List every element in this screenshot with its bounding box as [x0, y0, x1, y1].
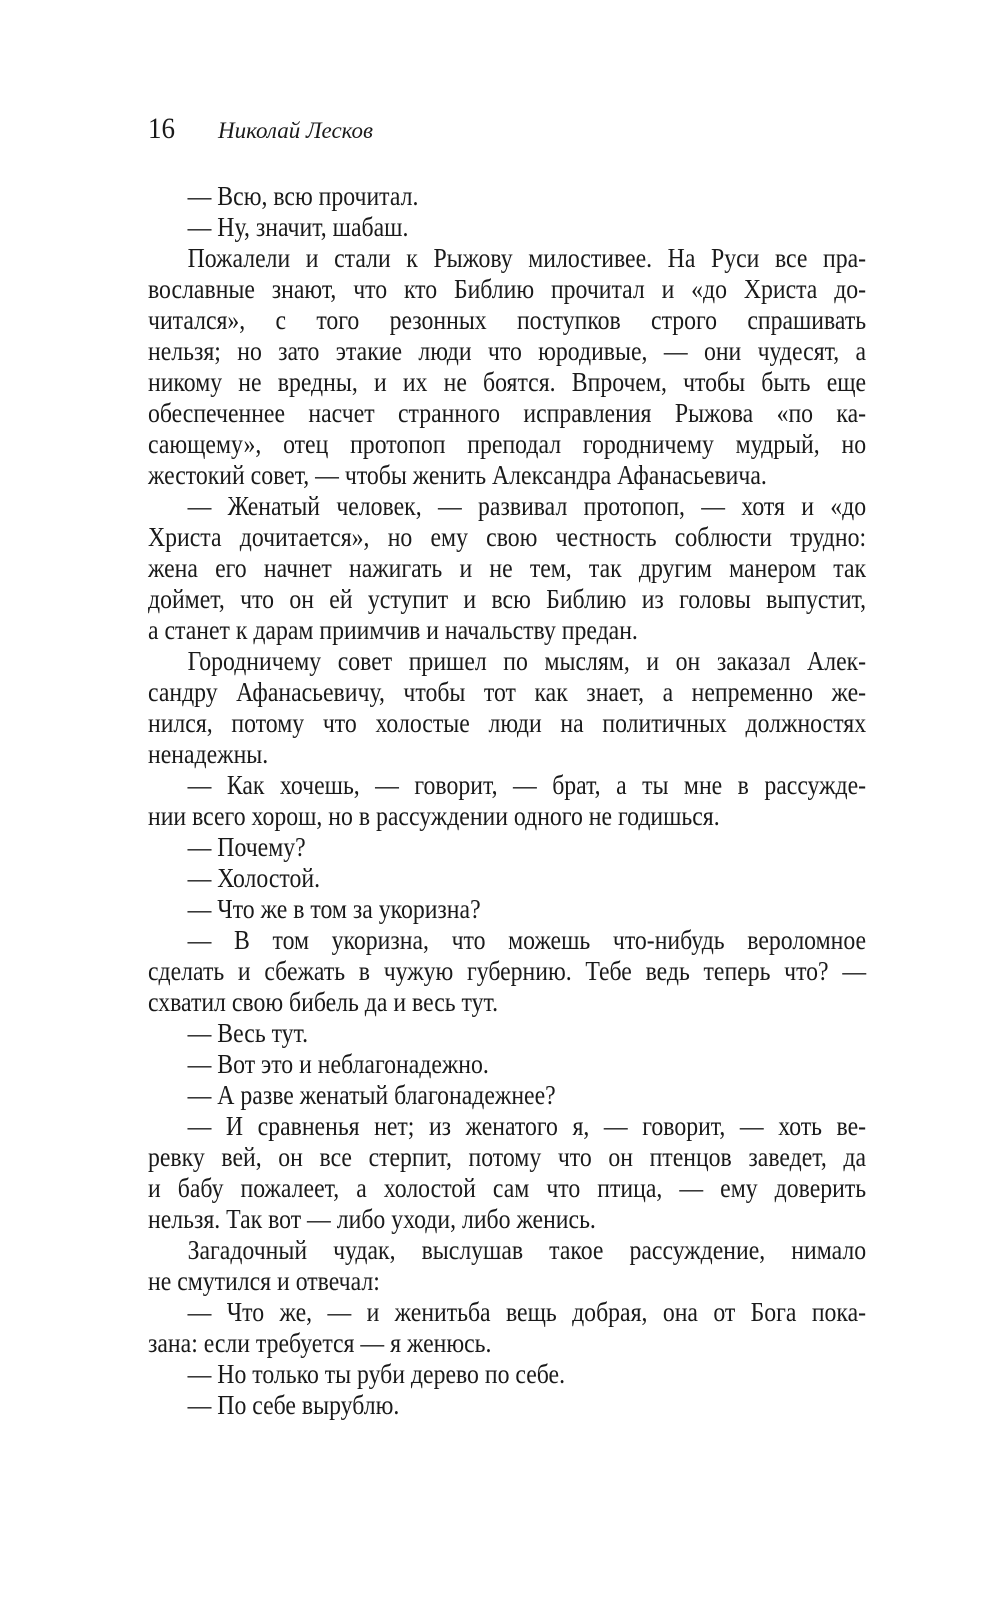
paragraph [148, 491, 866, 646]
body-text [148, 181, 866, 1421]
paragraph [148, 1235, 866, 1297]
text-line: сандру Афанасьевичу, чтобы тот как знает, а непременно же- [148, 677, 867, 707]
paragraph [148, 770, 866, 832]
paragraph [148, 894, 866, 925]
text-line: — Но только ты руби дерево по себе. [187, 1359, 566, 1389]
text-line: доймет, что он ей уступит и всю Библию из головы выпустит, [148, 584, 867, 614]
text-line: — А разве женатый благонадежнее? [187, 1080, 556, 1110]
text-line: Загадочный чудак, выслушав такое рассуждение, нимало [187, 1235, 867, 1265]
text-line: сделать и сбежать в чужую губернию. Тебе ведь теперь что? — [148, 956, 867, 986]
text-line: жена его начнет нажигать и не тем, так другим манером так [148, 553, 867, 583]
text-line: никому не вредны, и их не боятся. Впрочем, чтобы быть еще [148, 367, 867, 397]
text-line: а станет к дарам приимчив и начальству предан. [148, 615, 638, 645]
text-line: схватил свою бибель да и весь тут. [148, 987, 499, 1017]
text-line: зана: если требуется — я женюсь. [148, 1328, 492, 1358]
paragraph [148, 1390, 866, 1421]
paragraph [148, 863, 866, 894]
text-line: — Что же в том за укоризна? [187, 894, 481, 924]
page-header [148, 112, 373, 148]
text-line: — В том укоризна, что можешь что-нибудь вероломное [187, 925, 867, 955]
text-line: — Ну, значит, шабаш. [187, 212, 409, 242]
text-line: — Вот это и неблагонадежно. [187, 1049, 489, 1079]
paragraph [148, 925, 866, 1018]
paragraph [148, 646, 866, 770]
text-line: — Всю, всю прочитал. [187, 181, 419, 211]
paragraph [148, 212, 866, 243]
paragraph [148, 1359, 866, 1390]
text-line: читался», с того резонных поступков строго спрашивать [148, 305, 867, 335]
text-line: Христа дочитается», но ему свою честность соблюсти трудно: [148, 522, 867, 552]
text-line: нельзя. Так вот — либо уходи, либо женись. [148, 1204, 596, 1234]
text-line: — Что же, — и женитьба вещь добрая, она от Бога пока- [187, 1297, 867, 1327]
text-line: — И сравненья нет; из женатого я, — говорит, — хоть ве- [187, 1111, 867, 1141]
paragraph [148, 181, 866, 212]
text-line: нился, потому что холостые люди на политичных должностях [148, 708, 867, 738]
text-line: жестокий совет, — чтобы женить Александра Афанасьевича. [148, 460, 767, 490]
text-line: ненадежны. [148, 739, 269, 769]
paragraph [148, 243, 866, 491]
paragraph [148, 1111, 866, 1235]
running-title: Николай Лесков [218, 118, 374, 143]
paragraph [148, 1080, 866, 1111]
text-line: — Почему? [187, 832, 306, 862]
page-number: 16 [148, 112, 175, 145]
paragraph [148, 1297, 866, 1359]
text-line: обеспеченнее насчет странного исправления Рыжова «по ка- [148, 398, 867, 428]
text-line: не смутился и отвечал: [148, 1266, 380, 1296]
paragraph [148, 832, 866, 863]
text-line: — Весь тут. [187, 1018, 309, 1048]
text-line: нии всего хорош, но в рассуждении одного не годишься. [148, 801, 720, 831]
text-line: вославные знают, что кто Библию прочитал и «до Христа до- [148, 274, 867, 304]
text-line: Городничему совет пришел по мыслям, и он заказал Алек- [187, 646, 867, 676]
text-line: Пожалели и стали к Рыжову милостивее. На Руси все пра- [187, 243, 867, 273]
text-line: — Женатый человек, — развивал протопоп, — хотя и «до [187, 491, 867, 521]
text-line: — Как хочешь, — говорит, — брат, а ты мне в рассужде- [187, 770, 867, 800]
text-line: и бабу пожалеет, а холостой сам что птица, — ему доверить [148, 1173, 867, 1203]
text-line: нельзя; но зато этакие люди что юродивые, — они чудесят, а [148, 336, 867, 366]
text-line: сающему», отец протопоп преподал городничему мудрый, но [148, 429, 867, 459]
paragraph [148, 1018, 866, 1049]
text-line: ревку вей, он все стерпит, потому что он птенцов заведет, да [148, 1142, 867, 1172]
text-line: — По себе вырублю. [187, 1390, 400, 1420]
text-line: — Холостой. [187, 863, 321, 893]
paragraph [148, 1049, 866, 1080]
